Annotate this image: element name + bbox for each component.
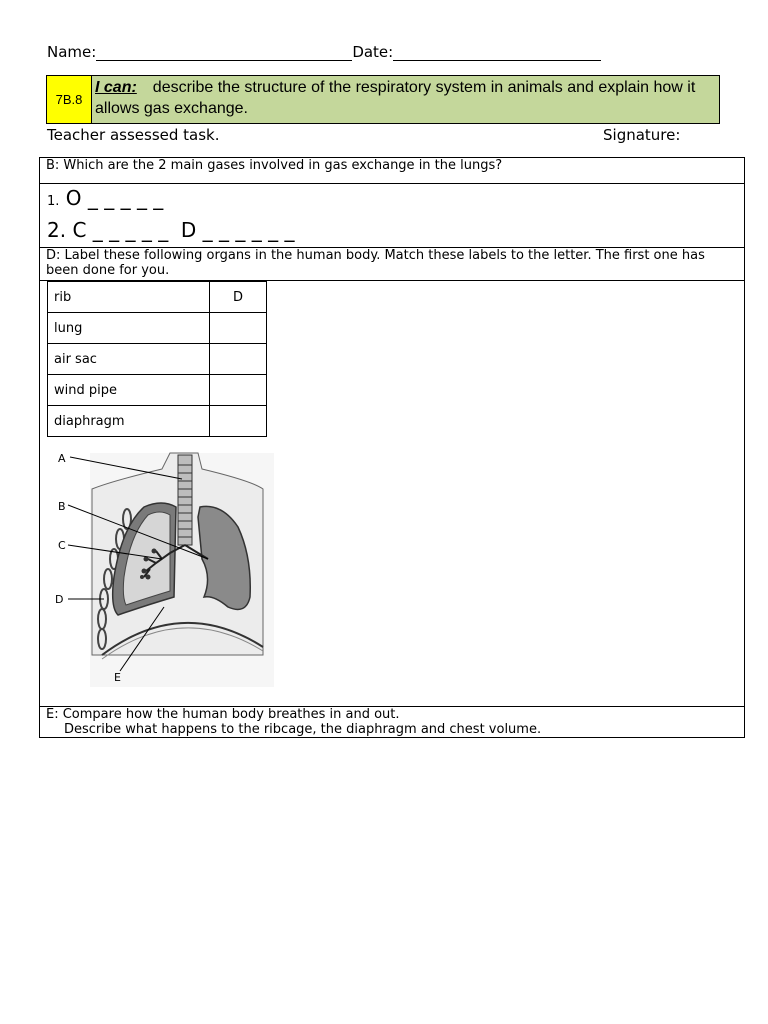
- answer-box[interactable]: [39, 183, 745, 248]
- answer-1-number: 1.: [47, 194, 60, 209]
- question-e-line2: Describe what happens to the ribcage, the diaphragm and chest volume.: [64, 722, 542, 737]
- answer-1: [47, 186, 163, 210]
- table-row: [48, 282, 267, 313]
- organ-cell: wind pipe: [48, 375, 210, 406]
- question-d-text: D: Label these following organs in the human body. Match these labels to the letter. The first one has been done for you.: [46, 248, 705, 278]
- table-row: [48, 406, 267, 437]
- organ-cell: rib: [48, 282, 210, 313]
- letter-cell[interactable]: [210, 344, 267, 375]
- answer-1-text: O _ _ _ _ _: [65, 186, 164, 210]
- table-row: [48, 375, 267, 406]
- diagram-label-d: D: [55, 593, 64, 606]
- diagram-label-a: A: [58, 452, 66, 465]
- diagram-label-e: E: [114, 671, 121, 684]
- diagram-label-b: B: [58, 500, 66, 513]
- question-b: [39, 157, 745, 184]
- diagram-label-c: C: [58, 539, 66, 552]
- name-label: Name:: [47, 43, 97, 61]
- objective-text-block: [95, 77, 715, 119]
- answer-2: 2. C _ _ _ _ _ D _ _ _ _ _ _: [47, 218, 295, 242]
- labeling-area: [39, 280, 745, 707]
- organ-cell: air sac: [48, 344, 210, 375]
- respiratory-system-diagram: [52, 447, 274, 687]
- question-e: [39, 706, 745, 738]
- objective-text: describe the structure of the respiratory system in animals and explain how it allows gas exchange.: [95, 79, 696, 117]
- signature-label: Signature:: [603, 126, 681, 144]
- letter-cell[interactable]: [210, 406, 267, 437]
- i-can-label: I can:: [95, 79, 137, 96]
- teacher-assessed-label: Teacher assessed task.: [47, 126, 220, 144]
- letter-cell[interactable]: [210, 313, 267, 344]
- question-e-line1: E: Compare how the human body breathes in and out.: [46, 707, 400, 722]
- question-d: [39, 247, 745, 281]
- table-row: [48, 313, 267, 344]
- name-date-line: [47, 43, 601, 61]
- organ-cell: diaphragm: [48, 406, 210, 437]
- organ-table: [47, 281, 267, 437]
- name-blank[interactable]: [96, 44, 352, 61]
- learning-objective: [46, 75, 720, 124]
- date-blank[interactable]: [393, 44, 601, 61]
- organ-cell: lung: [48, 313, 210, 344]
- table-row: [48, 344, 267, 375]
- windpipe: [178, 455, 192, 545]
- date-label: Date:: [352, 43, 394, 61]
- letter-cell[interactable]: D: [210, 282, 267, 313]
- letter-cell[interactable]: [210, 375, 267, 406]
- objective-code: 7B.8: [47, 76, 92, 123]
- question-b-text: B: Which are the 2 main gases involved in gas exchange in the lungs?: [46, 158, 503, 173]
